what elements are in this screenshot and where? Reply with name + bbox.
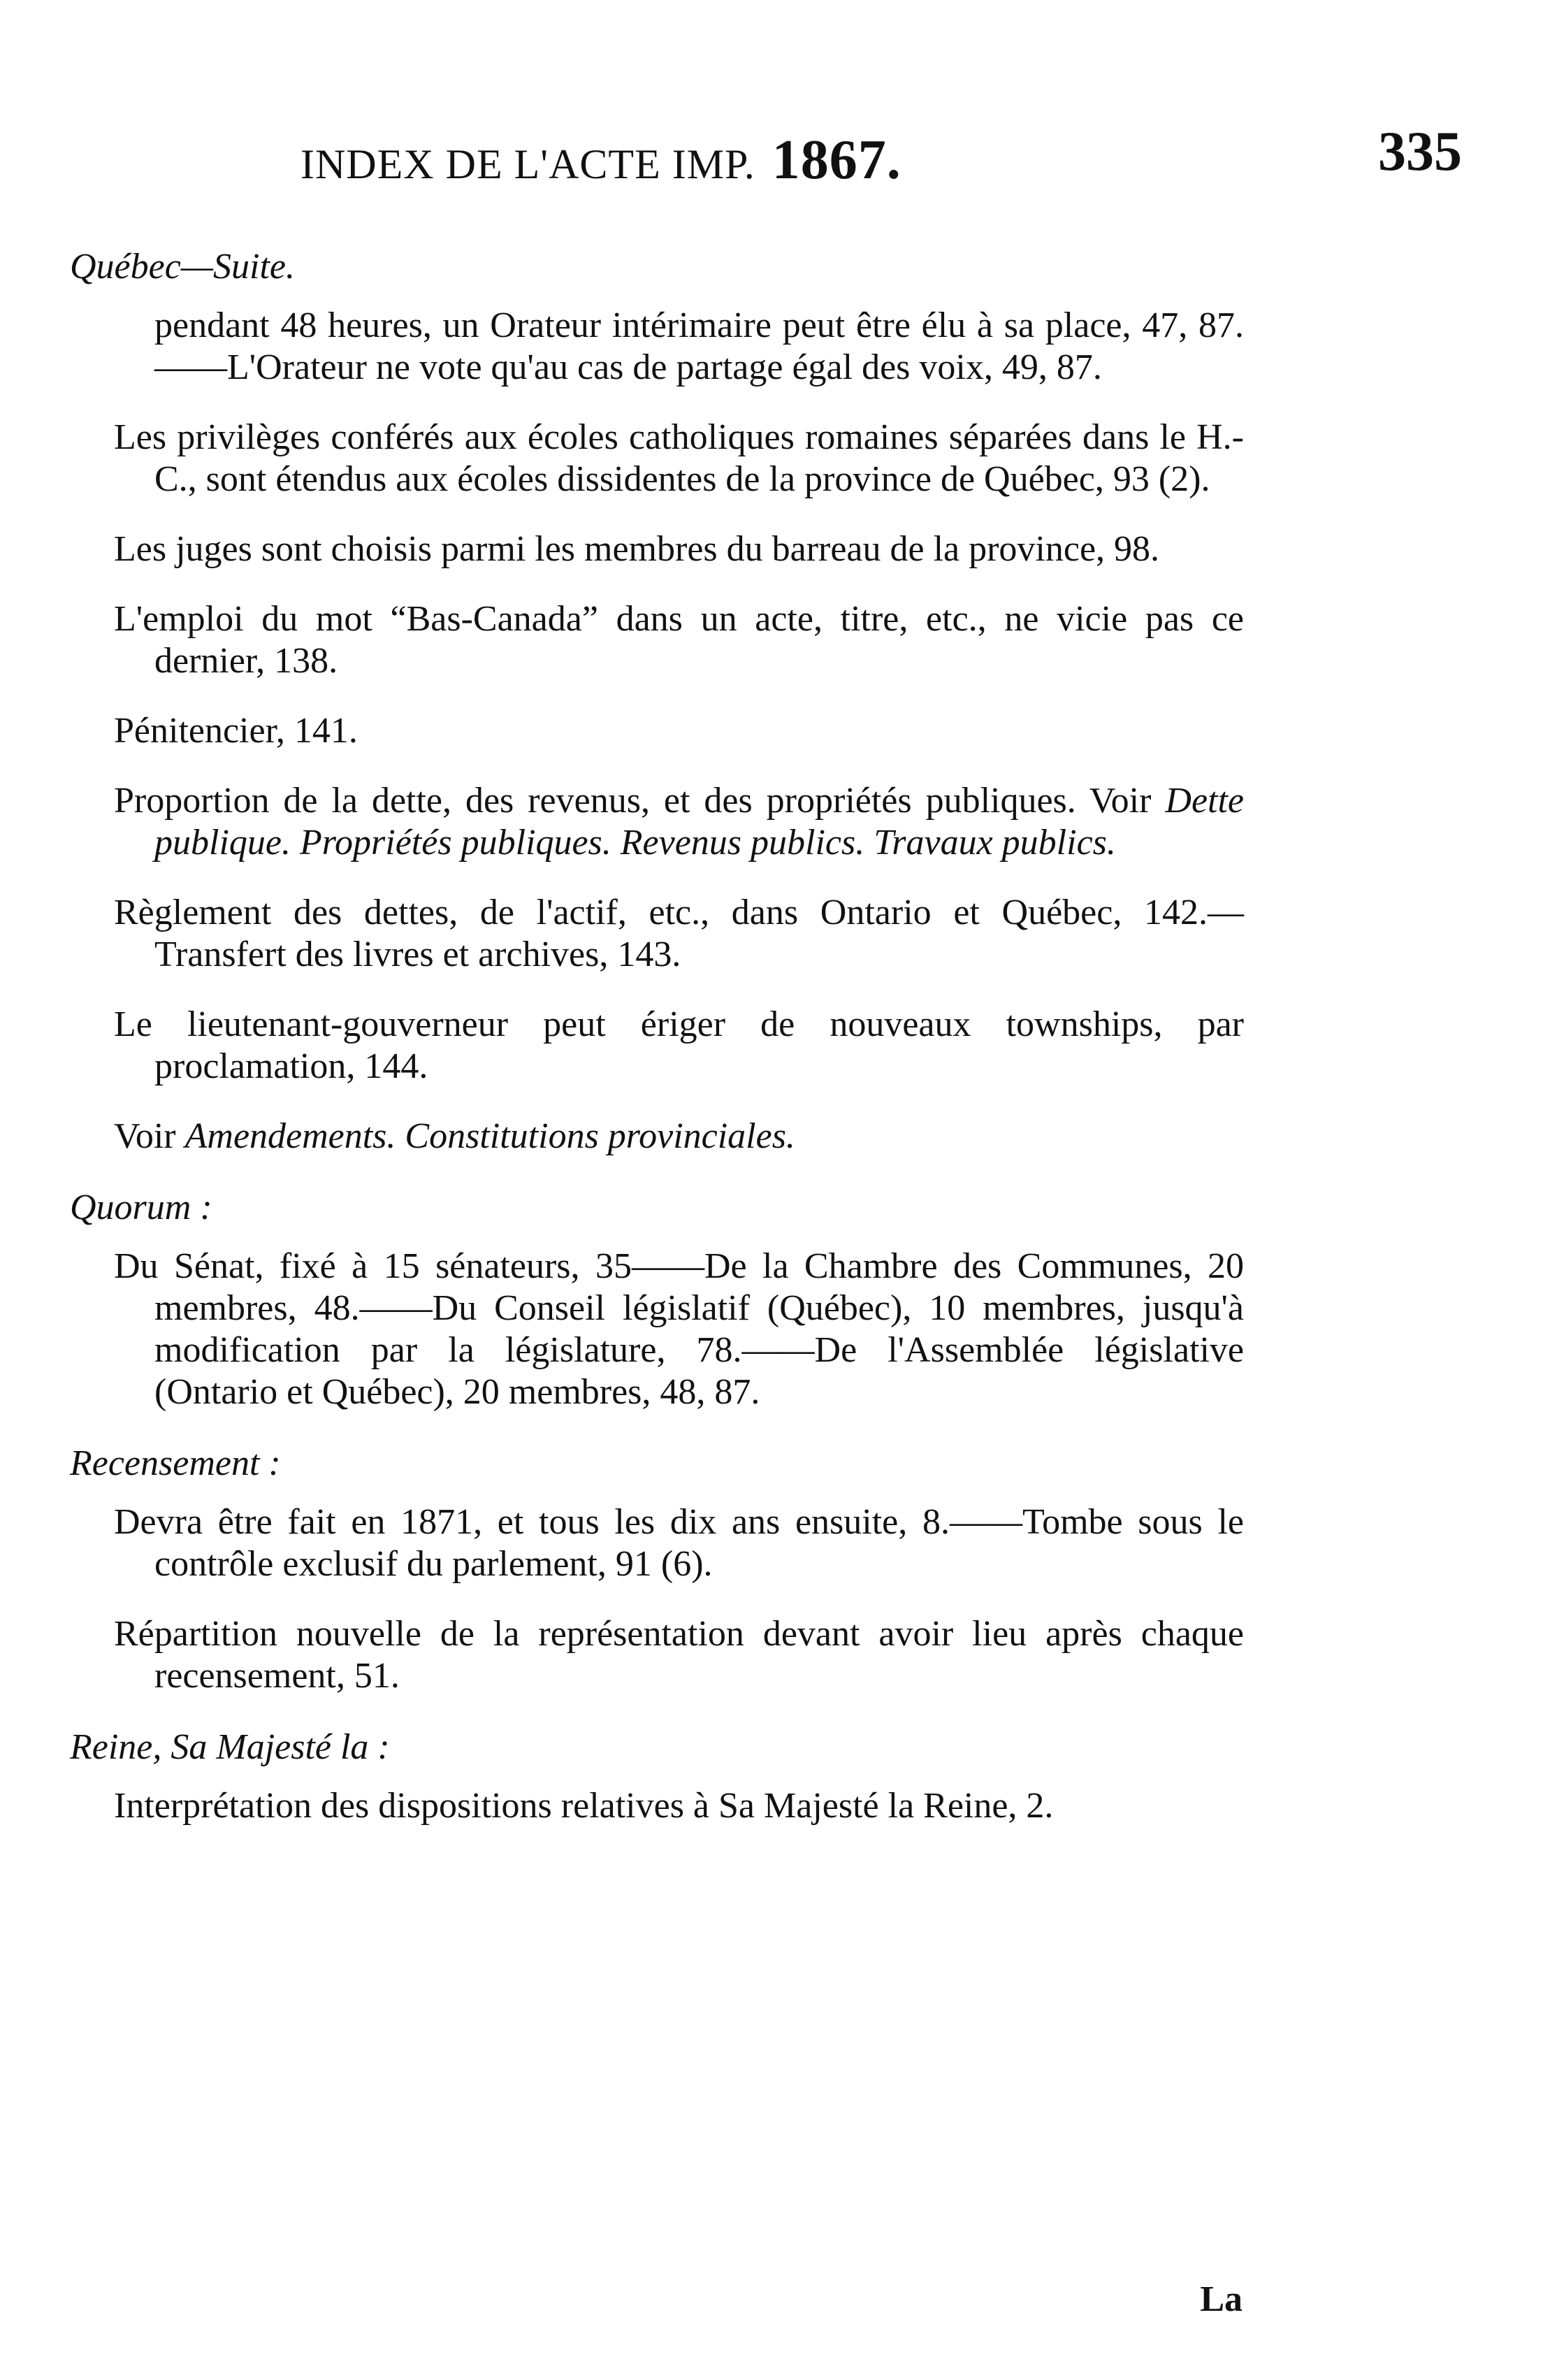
index-entry: Les privilèges conférés aux écoles catholiques romaines séparées dans le H.-C., sont étendus aux écoles dissidentes de la province de Québec, 93 (2). [114,417,1244,499]
index-heading-quebec: Québec—Suite. [70,247,296,287]
index-entry: Du Sénat, fixé à 15 sénateurs, 35——De la Chambre des Communes, 20 membres, 48.——Du Conseil législatif (Québec), 10 membres, jusqu'à modification par la législature, 78.——De l'Assemblée législative (Ontario et Québec), 20 membres, 48, 87. [114,1246,1244,1412]
page-number: 335 [1378,121,1462,182]
index-entry: Les juges sont choisis parmi les membres du barreau de la province, 98. [114,529,1160,569]
index-entry: Pénitencier, 141. [114,711,358,751]
index-heading-reine: Reine, Sa Majesté la : [70,1727,390,1767]
entry-text: Voir [114,1116,185,1156]
index-entry: Interprétation des dispositions relatives à Sa Majesté la Reine, 2. [114,1786,1054,1826]
index-entry: Règlement des dettes, de l'actif, etc., dans Ontario et Québec, 142.—Transfert des livres et archives, 143. [114,893,1244,974]
index-content [70,245,1244,1855]
index-heading-recensement: Recensement : [70,1443,281,1483]
index-entry: L'emploi du mot “Bas-Canada” dans un acte, titre, etc., ne vicie pas ce dernier, 138. [114,599,1244,681]
index-entry: pendant 48 heures, un Orateur intérimaire peut être élu à sa place, 47, 87.——L'Orateur ne vote qu'au cas de partage égal des voix, 49, 87. [154,305,1244,387]
entry-text: Proportion de la dette, des revenus, et des propriétés publiques. Voir [114,781,1166,821]
index-entry: Le lieutenant-gouverneur peut ériger de nouveaux townships, par proclamation, 144. [114,1004,1244,1086]
running-head [0,120,1550,197]
index-entry: Répartition nouvelle de la représentation devant avoir lieu après chaque recensement, 51. [114,1614,1244,1696]
running-title-year: 1867. [772,129,901,191]
index-entry [70,780,1244,864]
running-title-text: INDEX DE L'ACTE IMP. [300,141,755,187]
running-title [300,129,901,192]
index-entry [70,1116,1244,1157]
cross-reference: Dette publique. Propriétés publiques. Revenus publics. Travaux publics. [154,781,1244,863]
catchword: La [1200,2279,1243,2319]
cross-reference: Amendements. Constitutions provinciales. [184,1116,795,1156]
index-heading-quorum: Quorum : [70,1188,212,1227]
index-entry: Devra être fait en 1871, et tous les dix ans ensuite, 8.——Tombe sous le contrôle exclusif du parlement, 91 (6). [114,1502,1244,1584]
